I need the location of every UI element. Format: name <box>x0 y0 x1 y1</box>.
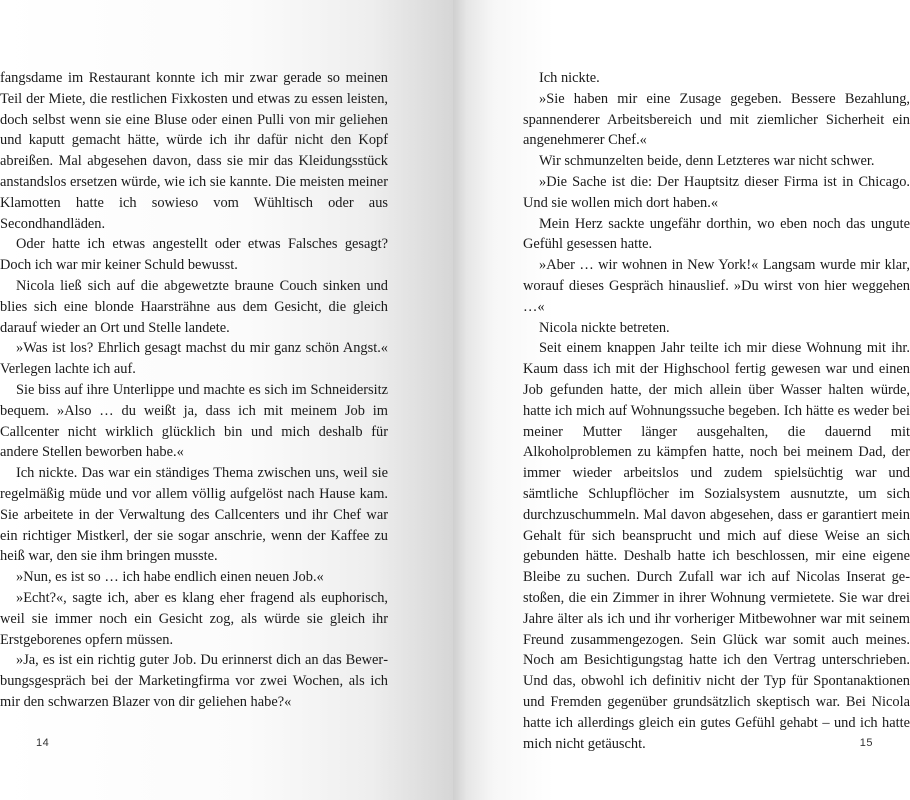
paragraph: »Ja, es ist ein richtig guter Job. Du erinnerst dich an das Bewerbungsgespräch bei der Marketingfirma vor zwei Wochen, als ich mir den schwarzen Blazer von dir geliehen habe?« <box>0 652 388 710</box>
paragraph: Nicola nickte betreten. <box>539 319 670 336</box>
paragraph: »Sie haben mir eine Zusage gegeben. Bessere Bezahlung, spannenderer Arbeitsbereich und mit ziemlicher Sicherheit ein angenehmerer Chef.« <box>523 90 910 149</box>
paragraph: »Die Sache ist die: Der Hauptsitz dieser Firma ist in Chicago. Und sie wollen mich dort haben.« <box>523 173 910 211</box>
paragraph: Ich nickte. Das war ein ständiges Thema zwischen uns, weil sie regelmäßig müde und vor allem völlig aufgelöst nach Hause kam. Sie arbeitete in der Verwaltung des Callcenters und ihr Chef war ein richtiger Mistkerl, der sie sogar anschrie, wenn der Kaffee zu heiß war, den sie ihm bringen musste. <box>0 465 388 565</box>
page-number: 15 <box>859 737 873 749</box>
paragraph: Seit einem knappen Jahr teilte ich mir diese Wohnung mit ihr. Kaum dass ich mit der Highschool fertig gewesen war und einen Job gefunden hatte, der mich allein über Wasser halten würde, hatte ich mich auf Wohnungssuche begeben. Ich hätte es weder bei meiner Mutter länger ausgehalten, die dauernd mit Alkoholproblemen zu kämpfen hatte, noch bei meinem Dad, der immer wieder arbeitslos und zudem spielsüchtig war und sämtliche Schlupflöcher im Sozialsystem ausnutzte, um sich durchzuschummeln. Mal davon abgesehen, dass er garantiert mein Gehalt für sich beansprucht und mich auf diese Weise an sich gebunden hätte. Deshalb hatte ich beschlossen, mir eine eigene Bleibe zu suchen. Durch Zufall war ich auf Nicolas Inserat gestoßen, die ein Zimmer in ihrer Wohnung vermietete. Sie war drei Jahre älter als ich und ihr vorheriger Mitbewohner war mit seinem Freund zusammengezogen. Sein Glück war somit auch meines. Noch am Besichtigungstag hatte ich den Vertrag unterschrieben. Und das, obwohl ich definitiv nicht der Typ für Spontanaktionen und Fremden gegenüber grundsätzlich skeptisch war. Bei Nicola hatte ich allerdings gleich ein gutes Gefühl gehabt – und ich hatte mich nicht getäuscht. <box>523 340 910 752</box>
paragraph: Sie biss auf ihre Unterlippe und machte es sich im Schneidersitz bequem. »Also … du weißt ja, dass ich mit meinem Job im Callcenter nicht wirklich glücklich bin und mich deshalb für andere Stellen beworben habe.« <box>0 381 388 461</box>
right-page-text <box>523 68 910 754</box>
right-page <box>453 0 910 800</box>
paragraph: »Echt?«, sagte ich, aber es klang eher fragend als euphorisch, weil sie immer noch ein Gesicht zog, als würde sie gleich ihr Erstgeborenes opfern müssen. <box>0 589 388 648</box>
left-page-text <box>0 68 388 713</box>
paragraph: Mein Herz sackte ungefähr dorthin, wo eben noch das ungute Gefühl gesessen hatte. <box>523 215 910 253</box>
paragraph: »Nun, es ist so … ich habe endlich einen neuen Job.« <box>16 569 324 586</box>
left-page <box>0 0 453 800</box>
paragraph: Wir schmunzelten beide, denn Letzteres war nicht schwer. <box>539 153 875 170</box>
paragraph: »Was ist los? Ehrlich gesagt machst du mir ganz schön Angst.« Verlegen lachte ich auf. <box>0 340 388 378</box>
paragraph: »Aber … wir wohnen in New York!« Langsam wurde mir klar, worauf dieses Gespräch hinauslief. »Du wirst von hier weggehen …« <box>523 257 910 315</box>
paragraph: Oder hatte ich etwas angestellt oder etwas Falsches gesagt? Doch ich war mir keiner Schuld bewusst. <box>0 236 388 274</box>
paragraph: Nicola ließ sich auf die abgewetzte braune Couch sinken und blies sich eine blonde Haarsträhne aus dem Gesicht, die gleich darauf wieder an Ort und Stelle landete. <box>0 277 388 336</box>
paragraph: Ich nickte. <box>539 70 600 86</box>
paragraph: fangsdame im Restaurant konnte ich mir zwar gerade so meinen Teil der Miete, die restlichen Fixkosten und etwas zu essen leisten, doch selbst wenn sie eine Bluse oder einen Pulli von mir geliehen und kaputt gemacht hätte, würde ich ihr dafür nicht den Kopf abreißen. Mal abgesehen davon, dass sie mir das Kleidungsstück anstandslos ersetzen würde, wie ich sie kannte. Die meisten meiner Klamotten hatte ich sowieso vom Wühltisch oder aus Secondhandläden. <box>0 70 388 232</box>
page-number: 14 <box>36 737 50 749</box>
